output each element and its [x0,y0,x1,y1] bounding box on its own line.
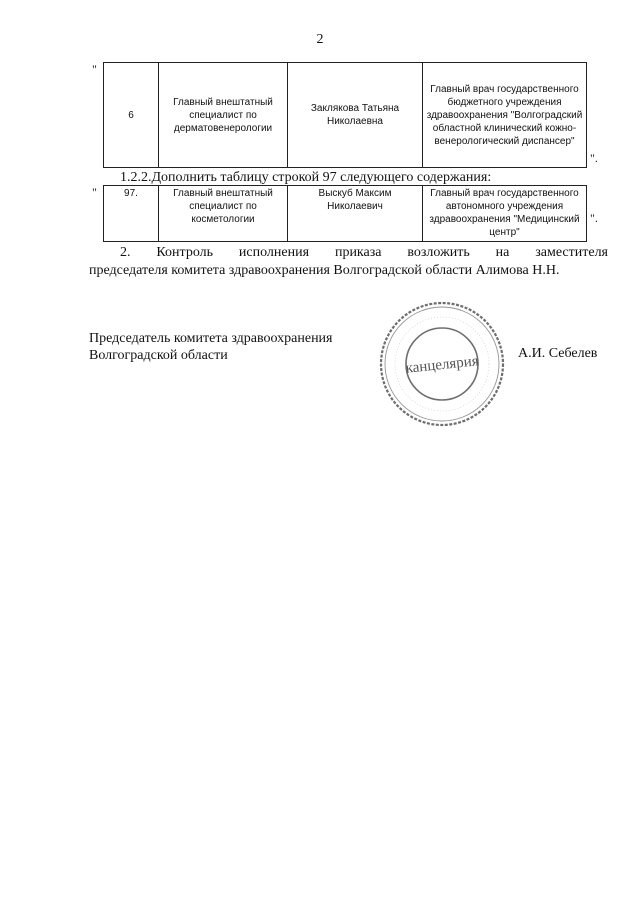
table-row [104,63,587,168]
office-stamp [378,300,506,428]
signatory-title-line2: Волгоградской области [89,348,228,363]
row-name: Заклякова Татьяна Николаевна [288,63,423,168]
table-2 [103,185,587,242]
signatory-title-line1: Председатель комитета здравоохранения [89,331,333,346]
row-name: Выскуб Максим Николаевич [288,186,423,242]
table-1 [103,62,587,168]
row-number: 6 [104,63,159,168]
row-position: Главный внештатный специалист по дерматовенерологии [159,63,288,168]
stamp-text: канцелярия [404,353,480,377]
row-number: 97. [104,186,159,242]
table-row [104,186,587,242]
addition-paragraph: 1.2.2.Дополнить таблицу строкой 97 следующего содержания: [120,170,492,185]
table2-close-quote: ". [590,211,598,225]
control-paragraph-line1: 2. Контроль исполнения приказа возложить на заместителя [120,245,608,260]
row-post: Главный врач государственного автономного учреждения здравоохранения "Медицинский центр" [423,186,587,242]
control-paragraph-line2: председателя комитета здравоохранения Волгоградской области Алимова Н.Н. [89,263,560,278]
signatory-name: А.И. Себелев [518,346,598,361]
page-number: 2 [316,32,324,47]
row-post: Главный врач государственного бюджетного учреждения здравоохранения "Волгоградский областной клинический кожно-венерологический диспансер" [423,63,587,168]
table1-open-quote: " [92,62,97,76]
table1-close-quote: ". [590,151,598,165]
signatory-title [89,330,333,364]
row-position: Главный внештатный специалист по косметологии [159,186,288,242]
table2-open-quote: " [92,185,97,199]
